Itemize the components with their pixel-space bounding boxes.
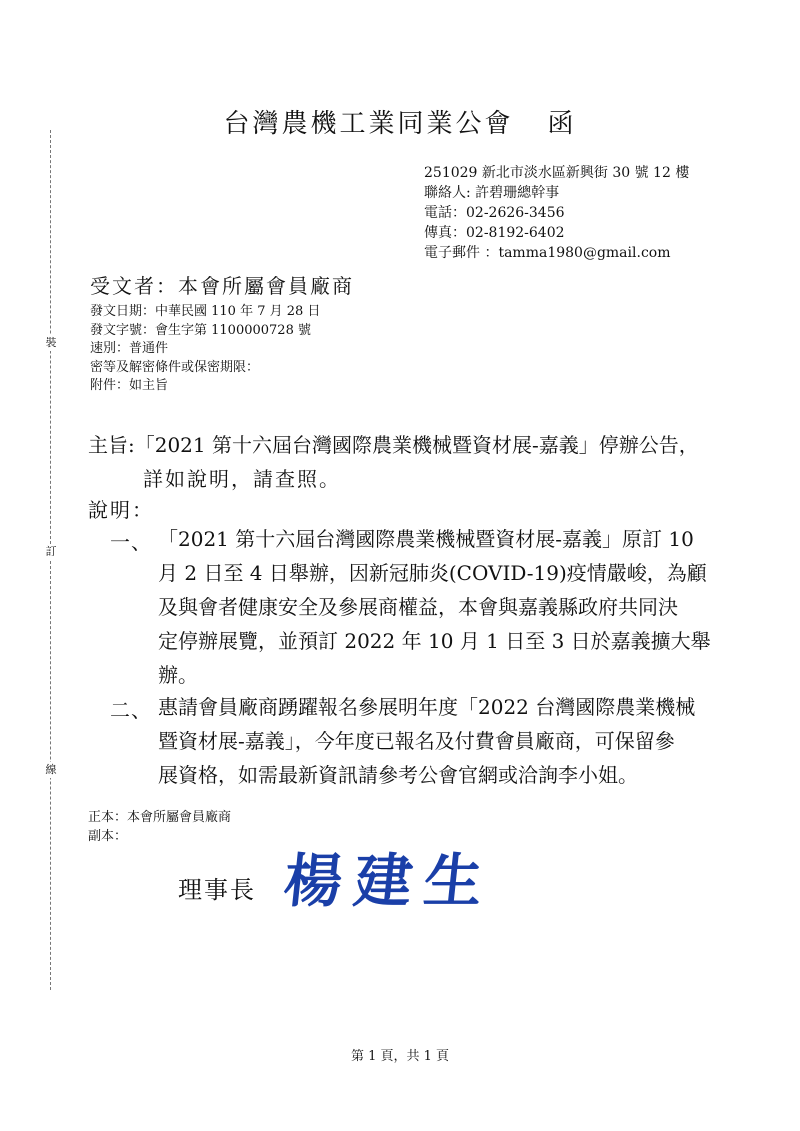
chairman-title: 理事長 [178, 876, 256, 904]
item-2-body [158, 690, 695, 792]
item-1-body [158, 522, 711, 692]
secrecy-level: 密等及解密條件或保密期限： [90, 359, 260, 375]
copy-recipient: 副本： [88, 829, 128, 844]
document-title [0, 103, 800, 140]
item-1-line: 及與會者健康安全及參展商權益，本會與嘉義縣政府共同決 [158, 595, 678, 619]
organization-name: 台灣農機工業同業公會 [223, 109, 514, 139]
subject-line-2: 詳如說明，請查照。 [143, 467, 341, 491]
delivery-speed: 速別：普通件 [90, 341, 169, 356]
recipient: 受文者：本會所屬會員廠商 [90, 274, 354, 298]
binding-mark-ding: 訂 [43, 544, 59, 560]
subject-line-1: 主旨:「2021 第十六屆台灣國際農業機械暨資材展-嘉義」停辦公告， [88, 433, 699, 457]
item-2-line: 暨資材展-嘉義」，今年度已報名及付費會員廠商，可保留參 [158, 729, 675, 753]
contact-person: 聯絡人: 許碧珊總幹事 [424, 185, 560, 201]
item-1-line: 辦。 [158, 663, 198, 687]
item-1-number: 一、 [110, 530, 152, 554]
chairman-signature [280, 845, 510, 915]
binding-line [50, 130, 51, 990]
signature-name: 楊建生 [280, 846, 498, 915]
reference-number: 發文字號：會生字第 1100000728 號 [90, 322, 311, 338]
item-2-line: 展資格，如需最新資訊請參考公會官網或洽詢李小姐。 [158, 763, 638, 787]
attachment: 附件：如主旨 [90, 378, 169, 393]
item-1-line: 「2021 第十六屆台灣國際農業機械暨資材展-嘉義」原訂 10 [158, 527, 694, 551]
binding-mark-zhuang: 裝 [43, 335, 59, 351]
page-footer: 第 1 頁，共 1 頁 [350, 1049, 450, 1064]
item-2-number: 二、 [110, 698, 152, 722]
explanation-label: 說明： [88, 498, 154, 522]
item-1-line: 月 2 日至 4 日舉辦，因新冠肺炎(COVID-19)疫情嚴峻，為顧 [158, 561, 707, 585]
binding-mark-xian: 線 [43, 762, 59, 778]
item-2-line: 惠請會員廠商踴躍報名參展明年度「2022 台灣國際農業機械 [158, 695, 696, 719]
document-meta [90, 303, 320, 396]
original-recipient: 正本：本會所屬會員廠商 [88, 810, 232, 825]
contact-email: 電子郵件 ：tamma1980@gmail.com [424, 245, 671, 261]
item-1-line: 定停辦展覽，並預訂 2022 年 10 月 1 日至 3 日於嘉義擴大舉 [158, 629, 711, 653]
contact-fax: 傳真：02-8192-6402 [424, 225, 565, 241]
copies-block [88, 808, 231, 846]
document-type: 函 [547, 109, 577, 139]
contact-block [424, 163, 689, 263]
issue-date: 發文日期：中華民國 110 年 7 月 28 日 [90, 304, 321, 319]
contact-phone: 電話：02-2626-3456 [424, 205, 565, 221]
contact-address: 251029 新北市淡水區新興街 30 號 12 樓 [424, 165, 690, 181]
